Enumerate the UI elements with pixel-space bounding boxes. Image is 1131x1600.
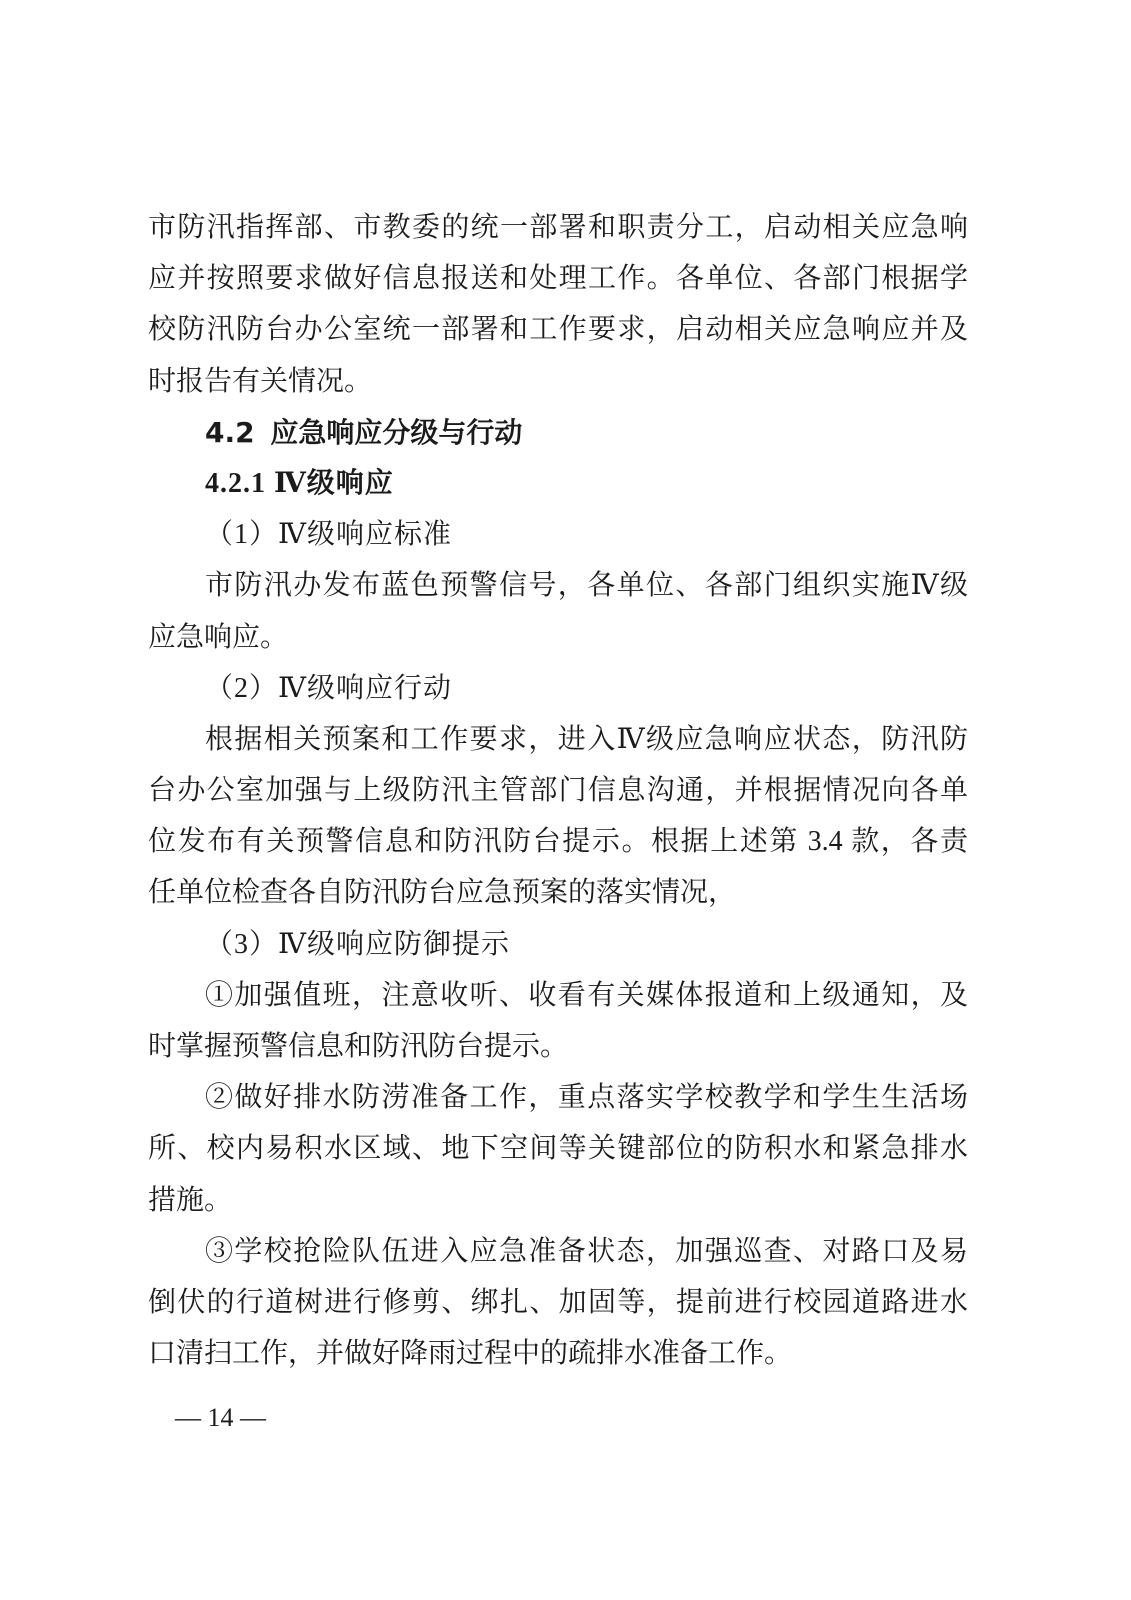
paragraph-line: 校防汛防台办公室统一部署和工作要求，启动相关应急响应并及 xyxy=(148,314,968,346)
paragraph-line: 任单位检查各自防汛防台应急预案的落实情况， xyxy=(148,877,737,909)
paragraph-line: 所、校内易积水区域、地下空间等关键部位的防积水和紧急排水 xyxy=(148,1133,968,1165)
paragraph-line: 应并按照要求做好信息报送和处理工作。各单位、各部门根据学 xyxy=(148,263,968,295)
section-heading: 4.2 应急响应分级与行动 xyxy=(205,415,523,449)
paragraph-line: 台办公室加强与上级防汛主管部门信息沟通，并根据情况向各单 xyxy=(148,775,968,807)
actions-label: （2）Ⅳ级响应行动 xyxy=(205,672,452,704)
paragraph-line: 市防汛办发布蓝色预警信号，各单位、各部门组织实施Ⅳ级 xyxy=(205,570,968,602)
page-number: — 14 — xyxy=(175,1403,266,1432)
intro-paragraph xyxy=(148,202,968,407)
tip-item-3 xyxy=(148,1226,968,1380)
actions-block xyxy=(148,663,968,919)
tip-item-1 xyxy=(148,970,968,1072)
paragraph-line: 市防汛指挥部、市教委的统一部署和职责分工，启动相关应急响 xyxy=(148,212,968,243)
defense-tips-block xyxy=(148,919,968,1380)
document-body xyxy=(148,202,968,1379)
criteria-block xyxy=(148,509,968,663)
paragraph-line: 应急响应。 xyxy=(148,621,289,653)
subsection-heading: 4.2.1 Ⅳ级响应 xyxy=(205,467,394,499)
paragraph-line: 位发布有关预警信息和防汛防台提示。根据上述第 3.4 款，各责 xyxy=(148,826,968,858)
defense-tips-label: （3）Ⅳ级响应防御提示 xyxy=(205,928,510,960)
paragraph-line: 时掌握预警信息和防汛防台提示。 xyxy=(148,1031,569,1062)
tip-item-2 xyxy=(148,1072,968,1226)
paragraph-line: 措施。 xyxy=(148,1184,233,1216)
paragraph-line: ③学校抢险队伍进入应急准备状态，加强巡查、对路口及易 xyxy=(205,1235,968,1267)
paragraph-line: 根据相关预案和工作要求，进入Ⅳ级应急响应状态，防汛防 xyxy=(205,723,968,755)
paragraph-line: ①加强值班，注意收听、收看有关媒体报道和上级通知，及 xyxy=(205,979,968,1011)
paragraph-line: 口清扫工作，并做好降雨过程中的疏排水准备工作。 xyxy=(148,1338,793,1370)
paragraph-line: 倒伏的行道树进行修剪、绑扎、加固等，提前进行校园道路进水 xyxy=(148,1286,968,1318)
paragraph-line: 时报告有关情况。 xyxy=(148,365,373,397)
criteria-label: （1）Ⅳ级响应标准 xyxy=(205,519,452,551)
paragraph-line: ②做好排水防涝准备工作，重点落实学校教学和学生生活场 xyxy=(205,1082,968,1114)
